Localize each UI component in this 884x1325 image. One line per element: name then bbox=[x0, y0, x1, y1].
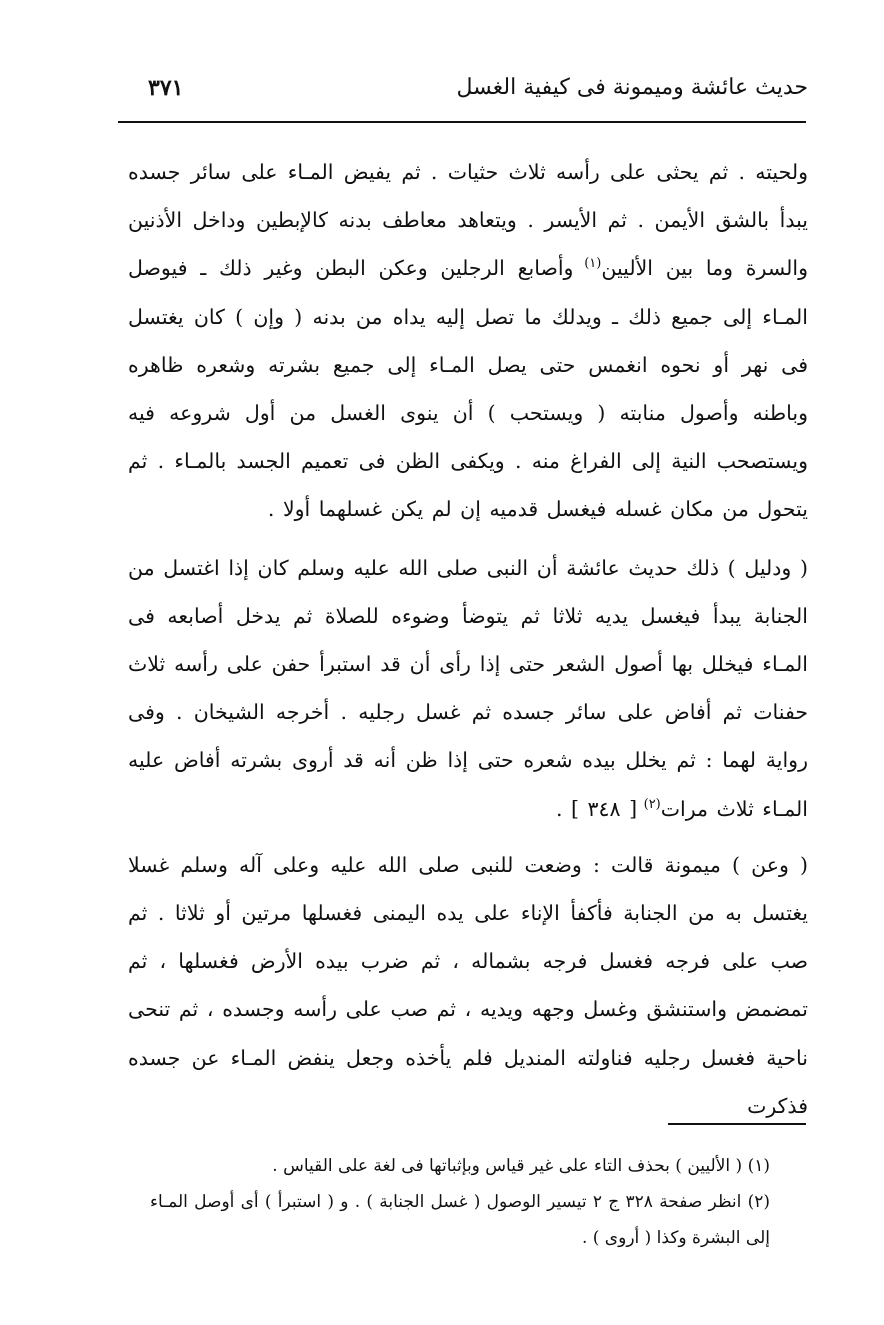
footnotes bbox=[150, 1148, 770, 1256]
paragraph-text: وأصابع الرجلين وعكن البطن وغير ذلك ـ فيوصل المـاء إلى جميع ذلك ـ ويدلك ما تصل إليه يداه من بدنه ( وإن ) كان يغتسل فى نهر أو نحوه انغمس حتى يصل المـاء إلى جميع بشرته وشعره ظاهره وباطنه وأصول منابته ( ويستحب ) أن ينوى الغسل من أول شروعه فيه ويستصحب النية إلى الفراغ منه . ويكفى الظن فى تعميم الجسد بالمـاء . ثم يتحول من مكان غسله فيغسل قدميه إن لم يكن غسلهما أولا . bbox=[128, 256, 808, 522]
running-title: حديث عائشة وميمونة فى كيفية الغسل bbox=[456, 75, 808, 100]
footnote-1: (١) ( الأليين ) بحذف التاء على غير قياس وبإثباتها فى لغة على القياس . bbox=[272, 1156, 770, 1176]
paragraph-ghusl-method bbox=[128, 148, 808, 534]
paragraph-aisha-hadith bbox=[128, 544, 808, 833]
footnote-rule bbox=[668, 1123, 806, 1125]
paragraph-text: ولحيته . ثم يحثى على رأسه ثلاث حثيات . ثم يفيض المـاء على سائر جسده يبدأ بالشق الأيمن . ثم الأيسر . ويتعاهد معاطف بدنه كالإبطين وداخل الأذنين والسرة وما بين الأليين bbox=[128, 160, 808, 281]
paragraph-text: ( وعن ) ميمونة قالت : وضعت للنبى صلى الله عليه وعلى آله وسلم غسلا يغتسل به من الجنابة فأكفأ الإناء على يده اليمنى فغسلها مرتين أو ثلاثا . ثم صب على فرجه فغسل فرجه بشماله ، ثم ضرب بيده الأرض فغسلها ، ثم تمضمض واستنشق وغسل وجهه ويديه ، ثم صب على رأسه وجسده ، ثم تنحى ناحية فغسل رجليه فناولته المنديل فلم يأخذه وجعل ينفض المـاء عن جسده فذكرت bbox=[128, 852, 808, 1118]
footnote-mark: (١) bbox=[584, 256, 602, 272]
footnote-mark: (٢) bbox=[643, 796, 661, 812]
body-text bbox=[128, 148, 808, 1130]
page-number: ٣٧١ bbox=[148, 75, 184, 101]
footnote-2: (٢) انظر صفحة ٣٢٨ ج ٢ تيسير الوصول ( غسل الجنابة ) . و ( استبرأ ) أى أوصل المـاء إلى البشرة وكذا ( أروى ) . bbox=[150, 1192, 771, 1248]
hadith-reference: [ ٣٤٨ ] . bbox=[555, 796, 638, 821]
paragraph-text: ( ودليل ) ذلك حديث عائشة أن النبى صلى الله عليه وسلم كان إذا اغتسل من الجنابة يبدأ فيغسل يديه ثلاثا ثم يتوضأ وضوءه للصلاة ثم يدخل أصابعه فى المـاء فيخلل بها أصول الشعر حتى إذا رأى أن قد استبرأ حفن على رأسه ثلاث حفنات ثم أفاض على سائر جسده ثم غسل رجليه . أخرجه الشيخان . وفى رواية لهما : ثم يخلل بيده شعره حتى إذا ظن أنه قد أروى بشرته أفاض عليه المـاء ثلاث مرات bbox=[128, 555, 808, 821]
header-rule bbox=[118, 121, 806, 123]
page-header bbox=[120, 68, 808, 108]
paragraph-maymuna-hadith bbox=[128, 841, 808, 1130]
